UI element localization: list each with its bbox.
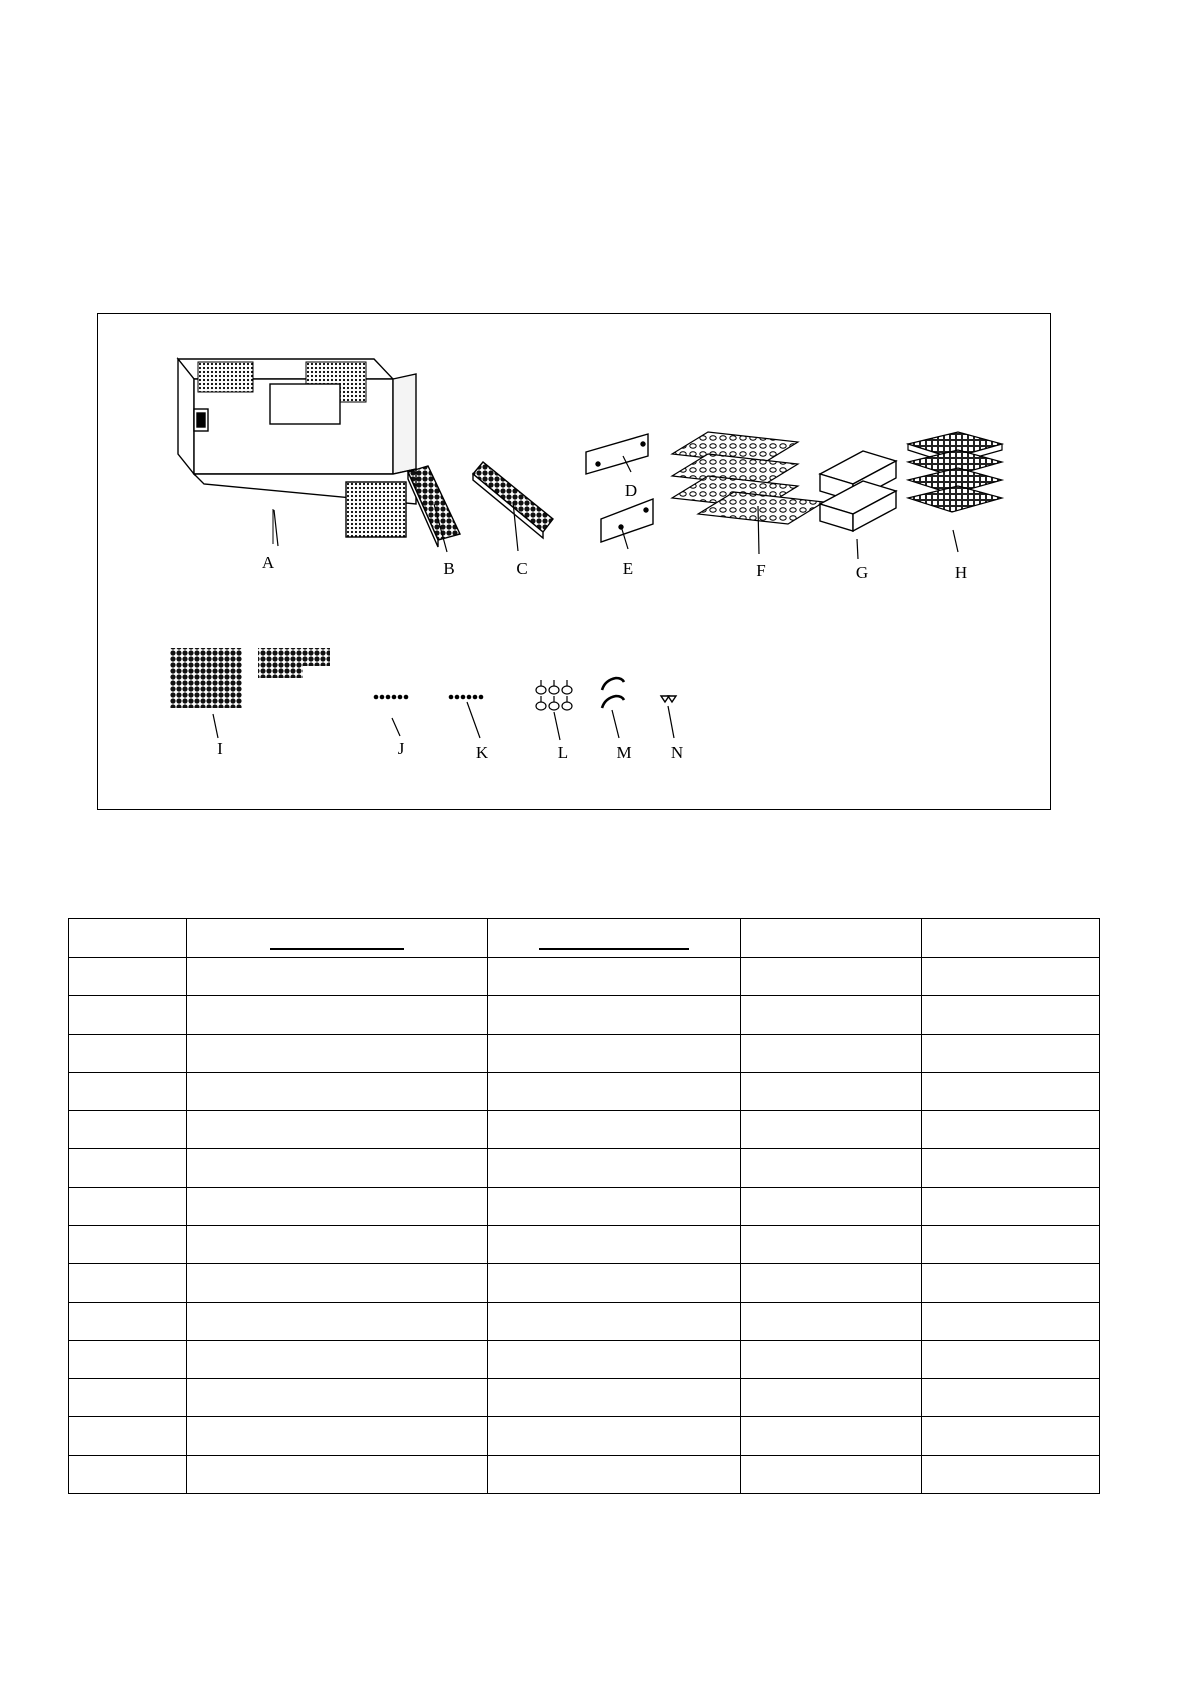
header-cell: [741, 919, 922, 958]
table-cell: [488, 1379, 741, 1417]
table-cell: [741, 1264, 922, 1302]
table-cell: [488, 958, 741, 996]
part-n-clips: [661, 696, 676, 702]
table-row: [69, 1034, 1100, 1072]
table-cell: [488, 1455, 741, 1493]
table-cell: [187, 1264, 488, 1302]
header-underline: [539, 948, 689, 950]
part-label-n: N: [670, 743, 684, 762]
table-cell: [741, 1379, 922, 1417]
table-row: [69, 1225, 1100, 1263]
table-cell: [488, 1187, 741, 1225]
part-label-c: C: [516, 559, 528, 578]
table-row: [69, 1111, 1100, 1149]
table-row: [69, 1187, 1100, 1225]
header-cell: [488, 919, 741, 958]
table-cell: [741, 1034, 922, 1072]
part-label-i: I: [217, 739, 223, 758]
table-row: [69, 1302, 1100, 1340]
part-a-cabinet: [178, 359, 416, 544]
table-cell: [488, 1034, 741, 1072]
table-row: [69, 1340, 1100, 1378]
header-cell: [69, 919, 187, 958]
table-cell: [69, 1225, 187, 1263]
table-cell: [187, 1455, 488, 1493]
table-row: [69, 996, 1100, 1034]
table-cell: [741, 1072, 922, 1110]
table-cell: [922, 1111, 1100, 1149]
table-body: [69, 958, 1100, 1494]
table-row: [69, 1149, 1100, 1187]
table-cell: [187, 1302, 488, 1340]
table-cell: [69, 1187, 187, 1225]
part-i-fasteners: [170, 648, 330, 708]
table-cell: [187, 1340, 488, 1378]
table-cell: [922, 1340, 1100, 1378]
part-h-trays: [908, 432, 1002, 512]
table-cell: [187, 958, 488, 996]
table-cell: [187, 1379, 488, 1417]
part-label-m: M: [616, 743, 632, 762]
part-label-e: E: [622, 559, 634, 578]
table-cell: [488, 1302, 741, 1340]
part-b-bar: [408, 466, 460, 547]
table-cell: [69, 1149, 187, 1187]
table-cell: [69, 1302, 187, 1340]
table-row: [69, 1417, 1100, 1455]
table-cell: [741, 1149, 922, 1187]
table-header-row: [69, 919, 1100, 958]
table-cell: [922, 1264, 1100, 1302]
part-g-drawers: [820, 451, 896, 531]
table-cell: [741, 996, 922, 1034]
table-cell: [922, 958, 1100, 996]
table-cell: [922, 1072, 1100, 1110]
table-cell: [69, 958, 187, 996]
part-e-panel: [601, 499, 653, 542]
part-c-bar: [473, 462, 553, 538]
part-label-b: B: [443, 559, 455, 578]
table-cell: [69, 996, 187, 1034]
table-cell: [922, 1149, 1100, 1187]
header-cell: [922, 919, 1100, 958]
table-cell: [488, 996, 741, 1034]
table-cell: [187, 1072, 488, 1110]
parts-diagram: [97, 313, 1051, 810]
table-cell: [922, 1034, 1100, 1072]
table-cell: [488, 1417, 741, 1455]
table-row: [69, 958, 1100, 996]
table-cell: [741, 1417, 922, 1455]
part-label-f: F: [756, 561, 766, 580]
part-label-a: A: [261, 553, 275, 572]
table-cell: [488, 1340, 741, 1378]
table-cell: [187, 1225, 488, 1263]
header-cell: [187, 919, 488, 958]
part-d-panel: [586, 434, 648, 474]
parts-table: [68, 918, 1100, 1494]
part-j-screws: [374, 695, 409, 700]
parts-diagram-svg: [98, 314, 1052, 811]
table-cell: [922, 1455, 1100, 1493]
table-cell: [69, 1072, 187, 1110]
table-row: [69, 1264, 1100, 1302]
table-cell: [922, 1379, 1100, 1417]
table-cell: [488, 1072, 741, 1110]
table-cell: [741, 1225, 922, 1263]
part-label-k: K: [475, 743, 489, 762]
table-cell: [488, 1225, 741, 1263]
table-cell: [187, 996, 488, 1034]
table-cell: [69, 1111, 187, 1149]
part-m-handles: [602, 678, 624, 708]
table-cell: [741, 1455, 922, 1493]
table-cell: [187, 1187, 488, 1225]
table-cell: [187, 1034, 488, 1072]
table-cell: [922, 1302, 1100, 1340]
table-cell: [69, 1417, 187, 1455]
part-label-g: G: [855, 563, 869, 582]
part-label-l: L: [557, 743, 569, 762]
table-row: [69, 1072, 1100, 1110]
part-label-d: D: [624, 481, 638, 500]
table-cell: [187, 1417, 488, 1455]
table-cell: [488, 1111, 741, 1149]
part-label-h: H: [954, 563, 968, 582]
table-cell: [187, 1149, 488, 1187]
table-cell: [741, 1111, 922, 1149]
table-cell: [741, 1340, 922, 1378]
part-l-feet: [536, 680, 572, 710]
table-cell: [69, 1379, 187, 1417]
table-cell: [69, 1455, 187, 1493]
table-cell: [488, 1264, 741, 1302]
header-underline: [270, 948, 404, 950]
table-cell: [69, 1340, 187, 1378]
table-cell: [187, 1111, 488, 1149]
table-cell: [741, 958, 922, 996]
table-cell: [69, 1264, 187, 1302]
part-k-screws: [449, 695, 484, 700]
table-cell: [69, 1034, 187, 1072]
table-cell: [488, 1149, 741, 1187]
table-cell: [922, 1417, 1100, 1455]
table-cell: [922, 1225, 1100, 1263]
table-cell: [741, 1302, 922, 1340]
part-label-j: J: [397, 739, 405, 758]
table-row: [69, 1455, 1100, 1493]
table-cell: [922, 996, 1100, 1034]
table-cell: [922, 1187, 1100, 1225]
part-f-shelves: [672, 432, 824, 524]
table-cell: [741, 1187, 922, 1225]
table-row: [69, 1379, 1100, 1417]
